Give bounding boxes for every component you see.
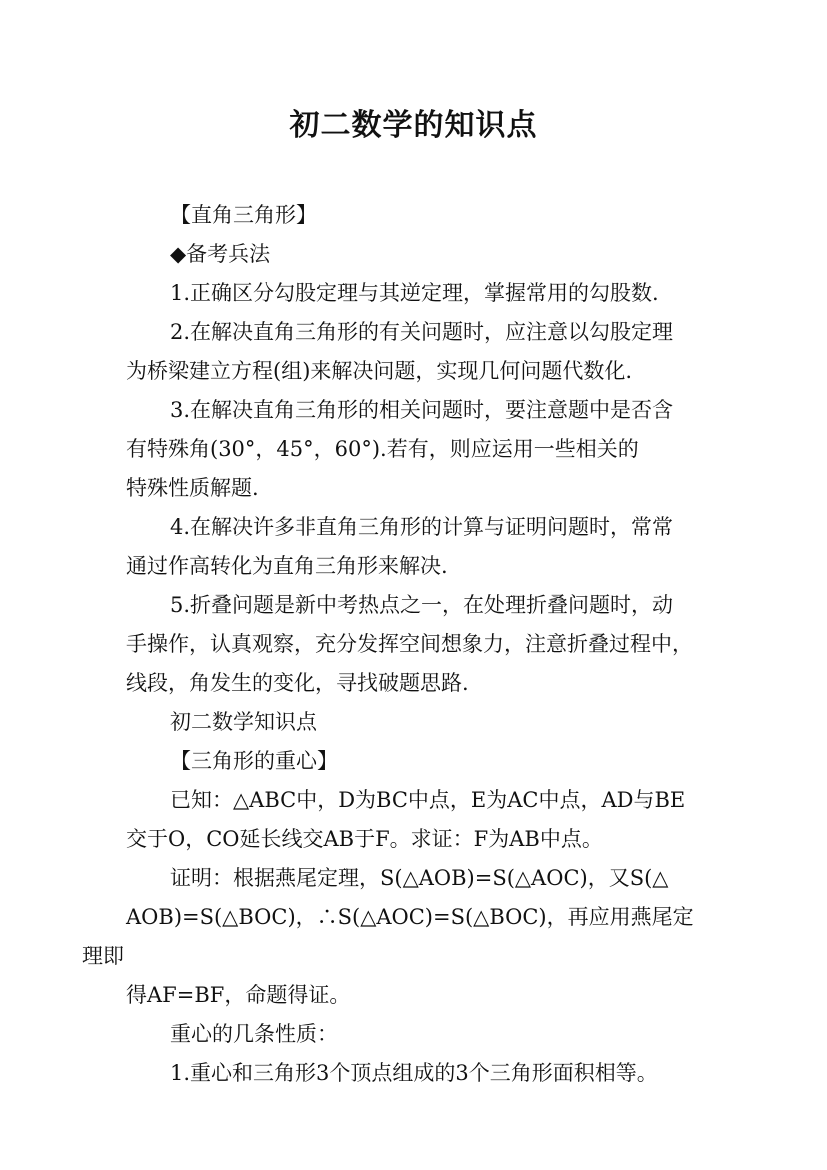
property-1 bbox=[126, 1054, 708, 1093]
text-line: 【直角三角形】 bbox=[170, 203, 317, 227]
paragraph-4 bbox=[126, 508, 708, 586]
section-label bbox=[126, 703, 708, 742]
text-line: 已知：△ABC中，D为BC中点，E为AC中点，AD与BE bbox=[170, 788, 686, 812]
document-title: 初二数学的知识点 bbox=[289, 108, 538, 143]
paragraph-3 bbox=[126, 391, 708, 508]
text-line: 手操作，认真观察，充分发挥空间想象力，注意折叠过程中， bbox=[126, 632, 693, 656]
text-line: 【三角形的重心】 bbox=[170, 749, 338, 773]
text-line: 交于O，CO延长线交AB于F。求证：F为AB中点。 bbox=[126, 827, 603, 851]
text-line: AOB)=S(△BOC)，∴S(△AOC)=S(△BOC)，再应用燕尾定理即 bbox=[82, 905, 694, 968]
text-line: 重心的几条性质： bbox=[170, 1022, 338, 1046]
heading-exam-tips bbox=[126, 235, 708, 274]
heading-right-triangle bbox=[126, 196, 708, 235]
text-line: 通过作高转化为直角三角形来解决. bbox=[126, 554, 448, 578]
text-line: 1.正确区分勾股定理与其逆定理，掌握常用的勾股数. bbox=[170, 281, 659, 305]
text-line: 初二数学知识点 bbox=[170, 710, 317, 734]
paragraph-1 bbox=[126, 274, 708, 313]
text-line: 为桥梁建立方程(组)来解决问题，实现几何问题代数化. bbox=[126, 359, 633, 383]
proof bbox=[82, 859, 708, 1015]
problem-statement bbox=[126, 781, 708, 859]
text-line: 线段，角发生的变化，寻找破题思路. bbox=[126, 671, 469, 695]
text-line: 3.在解决直角三角形的相关问题时，要注意题中是否含 bbox=[170, 398, 674, 422]
document-body bbox=[82, 196, 708, 1093]
text-line: 1.重心和三角形3个顶点组成的3个三角形面积相等。 bbox=[170, 1061, 658, 1085]
paragraph-5 bbox=[126, 586, 708, 703]
text-line: 得AF=BF，命题得证。 bbox=[126, 983, 351, 1007]
text-line: 有特殊角(30°，45°，60°).若有，则应运用一些相关的 bbox=[126, 437, 639, 461]
text-line: 2.在解决直角三角形的有关问题时，应注意以勾股定理 bbox=[170, 320, 674, 344]
properties-heading bbox=[126, 1015, 708, 1054]
paragraph-2 bbox=[126, 313, 708, 391]
text-line: ◆备考兵法 bbox=[170, 242, 271, 266]
text-line: 特殊性质解题. bbox=[126, 476, 259, 500]
heading-centroid bbox=[126, 742, 708, 781]
text-line: 5.折叠问题是新中考热点之一，在处理折叠问题时，动 bbox=[170, 593, 674, 617]
text-line: 4.在解决许多非直角三角形的计算与证明问题时，常常 bbox=[170, 515, 674, 539]
text-line: 证明：根据燕尾定理，S(△AOB)=S(△AOC)，又S(△ bbox=[170, 866, 669, 890]
